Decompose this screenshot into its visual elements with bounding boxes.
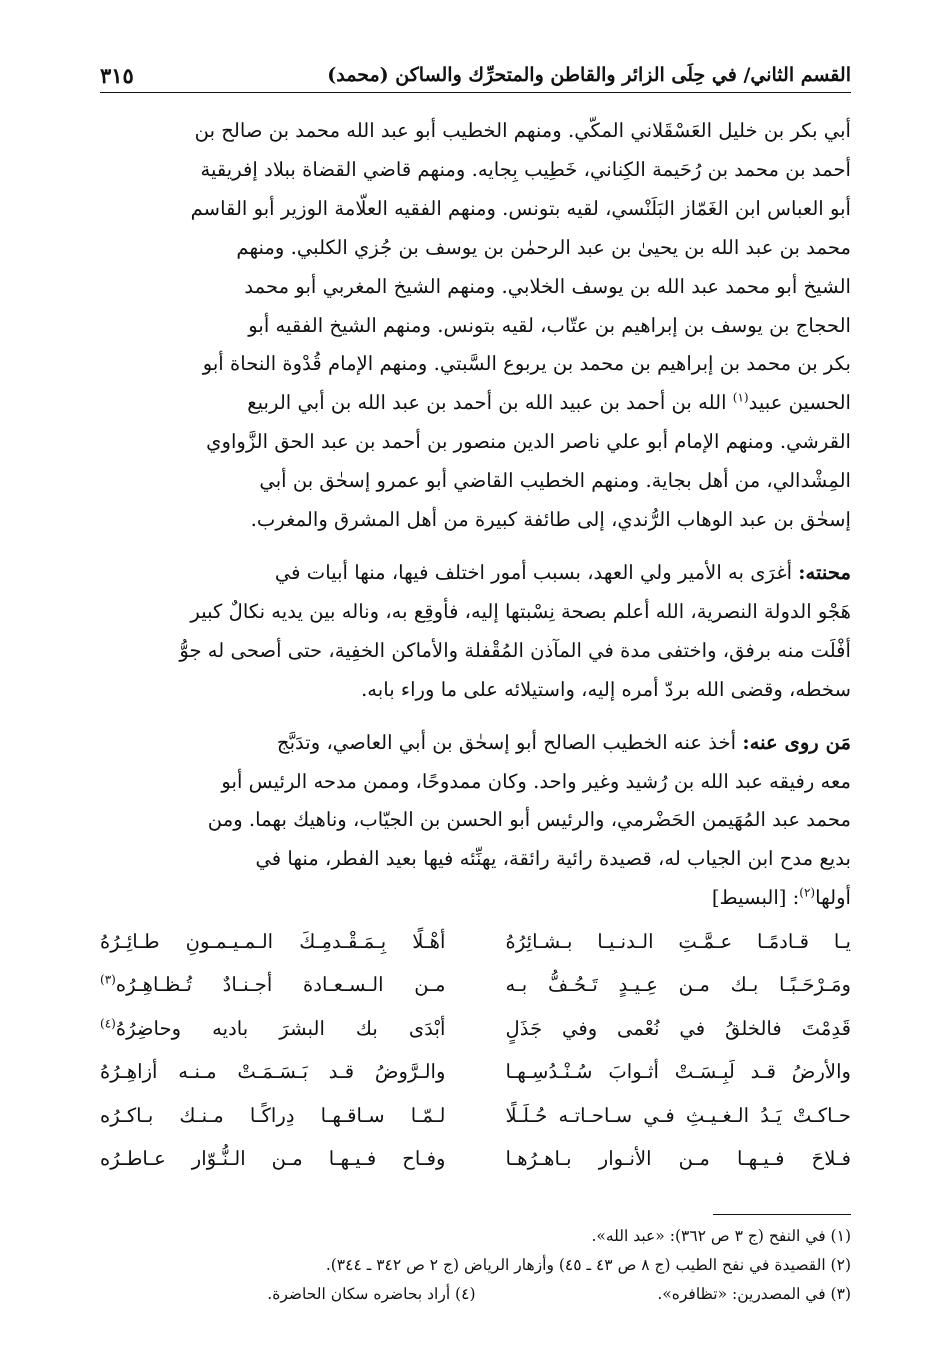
text-line: الشيخ أبو محمد عبد الله بن يوسف الخلابي. ومنهم الشيخ المغربي أبو محمد — [244, 274, 851, 298]
poem-verse — [100, 1094, 851, 1137]
verse-first-hemistich: ومَـرْحَـبًـا بـك مـن عِـيـدٍ تَـحُـفُّ بـه — [505, 973, 851, 997]
text-line — [100, 384, 851, 423]
footnote-ref-4[interactable]: (٤) — [100, 1016, 116, 1031]
verse-second-hemistich: وفـاح فـيـهـا مـن الـنُّـوّار عـاطـرُه — [100, 1146, 446, 1170]
verse-first-hemistich: يـا قـادمًـا عـمَّـتِ الـدنـيـا بـشـائِرُهُ — [505, 930, 851, 953]
poem — [100, 920, 851, 1180]
verse-second-hemistich: والـرَّوضُ قـد بَـسَـمَـتْ مـنـه أزاهِـرُهُ — [100, 1060, 446, 1084]
paragraph-narrators — [100, 724, 851, 919]
running-header — [100, 58, 851, 93]
hemistich-text: مـن الـسـعـادة أجـنـادٌ تُـظـاهِـرُه — [115, 973, 446, 997]
text-line: الحجاج بن يوسف بن إبراهيم بن عتّاب، لقيه بتونس. ومنهم الشيخ الفقيه أبو — [248, 313, 851, 337]
footnote-1: (١) في النفح (ج ٣ ص ٣٦٢): «عبد الله». — [591, 1227, 851, 1245]
verse-first-hemistich: قَدِمْتَ فالخلقُ في نُعْمى وفي جَذَلٍ — [505, 1016, 851, 1040]
footnote-ref-1[interactable]: (١) — [732, 390, 749, 405]
text-line — [100, 879, 851, 918]
text-line: أبي بكر بن خليل العَسْقَلاني المكّي. ومنهم الخطيب أبو عبد الله محمد بن صالح بن — [194, 119, 851, 142]
footnote-row — [100, 1280, 851, 1309]
text-line — [100, 554, 851, 593]
text-segment: الله بن أحمد بن عبيد الله بن أحمد بن عبد الله بن أبي الربيع — [247, 391, 727, 415]
text-line: المِشْدالي، من أهل بجاية. ومنهم الخطيب القاضي أبو عمرو إسحٰق بن أبي — [259, 469, 851, 493]
page-number: ٣١٥ — [100, 62, 134, 88]
footnotes — [100, 1222, 851, 1309]
poem-verse — [100, 1050, 851, 1093]
verse-first-hemistich: فـلاحَ فـيـهـا مـن الأنـوار بـاهـرُهـا — [505, 1146, 851, 1170]
footnote-3: (٣) في المصدرين: «تظافره». — [657, 1285, 851, 1303]
text-line: معه رفيقه عبد الله بن رُشيد وغير واحد. وكان ممدوحًا، وممن مدحه الرئيس أبو — [221, 769, 851, 793]
footnote-ref-2[interactable]: (٢) — [799, 885, 816, 900]
text-segment: الحسين عبيد — [748, 391, 851, 415]
main-text — [100, 112, 851, 918]
verse-second-hemistich: لـمّـا سـاقـهـا دِراكًـا مـنـك بـاكـرُه — [100, 1103, 446, 1127]
text-line: محمد بن عبد الله بن يحيىٰ بن عبد الرحمٰن بن يوسف بن جُزي الكلبي. ومنهم — [236, 235, 851, 259]
text-line: أبو العباس ابن الغَمّاز البَلَنْسي، لقيه بتونس. ومنهم الفقيه العلّامة الوزير أبو القاسم — [190, 196, 851, 220]
verse-first-hemistich: حـاكـتْ يَـدُ الـغـيـثِ فـي سـاحـاتـه حُـلَـلًا — [505, 1103, 851, 1127]
verse-second-hemistich — [100, 963, 445, 1006]
paragraph-teachers — [100, 112, 851, 540]
section-label-narrators: مَن روى عنه: — [742, 730, 851, 754]
text-segment: أخذ عنه الخطيب الصالح أبو إسحٰق بن أبي العاصي، وتدَبَّج — [276, 730, 737, 754]
text-line: هَجْو الدولة النصرية، الله أعلم بصحة نِسْبتها إليه، فأوقِع به، وناله بين يديه نكالٌ كبير — [190, 599, 851, 623]
paragraph-ordeal — [100, 554, 851, 710]
text-line: إسحٰق بن عبد الوهاب الرُّندي، إلى طائفة كبيرة من أهل المشرق والمغرب. — [250, 508, 851, 532]
text-line — [100, 724, 851, 763]
text-segment: أولها — [815, 886, 851, 910]
text-line: محمد عبد المُهَيمن الحَضْرمي، والرئيس أبو الحسن بن الجيّاب، وناهيك بهما. ومن — [207, 808, 851, 832]
footnote-4: (٤) أراد بحاضره سكان الحاضرة. — [267, 1285, 476, 1303]
text-line: بكر بن محمد بن إبراهيم بن محمد بن يربوع السَّبتي. ومنهم الإمام قُدْوة النحاة أبو — [202, 352, 851, 376]
verse-second-hemistich — [100, 920, 445, 963]
text-segment: أغرَى به الأمير ولي العهد، بسبب أمور اختلف فيها، منها أبيات في — [274, 560, 793, 584]
text-line: أحمد بن محمد بن رُحَيمة الكِناني، خَطِيب بِجايه. ومنهم قاضي القضاة ببلاد إفريقية — [200, 157, 851, 181]
text-line: أفْلَت منه برفق، واختفى مدة في المآذن المُقْفلة والأماكن الخفِية، حتى أصحى له جوُّ — [179, 638, 851, 662]
verse-second-hemistich — [100, 1007, 445, 1050]
poem-meter: : [البسيط] — [711, 886, 800, 910]
poem-verse — [100, 920, 851, 963]
header-title: القسم الثاني/ في حِلَى الزائر والقاطن والمتحرِّك والساكن (محمد) — [327, 64, 851, 86]
text-line: بديع مدح ابن الجياب له، قصيدة رائية رائقة، يهنِّئه فيها بعيد الفطر، منها في — [255, 847, 851, 871]
text-line: القرشي. ومنهم الإمام أبو علي ناصر الدين منصور بن أحمد بن عبد الحق الزَّواوي — [206, 430, 851, 454]
section-label-ordeal: محنته: — [798, 560, 851, 584]
hemistich-text: أبْدَى بك البشرَ باديه وحاضِرُهُ — [115, 1016, 446, 1040]
poem-verse — [100, 1007, 851, 1050]
footnote-2: (٢) القصيدة في نفح الطيب (ج ٨ ص ٤٣ ـ ٤٥) وأزهار الرياض (ج ٢ ص ٣٤٢ ـ ٣٤٤). — [325, 1256, 851, 1274]
footnote-ref-3[interactable]: (٣) — [100, 972, 116, 987]
poem-verse — [100, 1137, 851, 1180]
hemistich-text: أهْـلًا بِـمَـقْـدمِـكَ الـمـيـمـونِ طـائِـرُهُ — [100, 930, 446, 953]
verse-first-hemistich: والأرضُ قـد لَبِـسَـتْ أثـوابَ سُـنْـدُسِـهـا — [505, 1060, 851, 1084]
footnote-divider — [713, 1214, 851, 1215]
text-line: سخطه، وقضى الله بردّ أمره إليه، واستيلائه على ما وراء بابه. — [361, 677, 851, 701]
poem-verse — [100, 963, 851, 1006]
